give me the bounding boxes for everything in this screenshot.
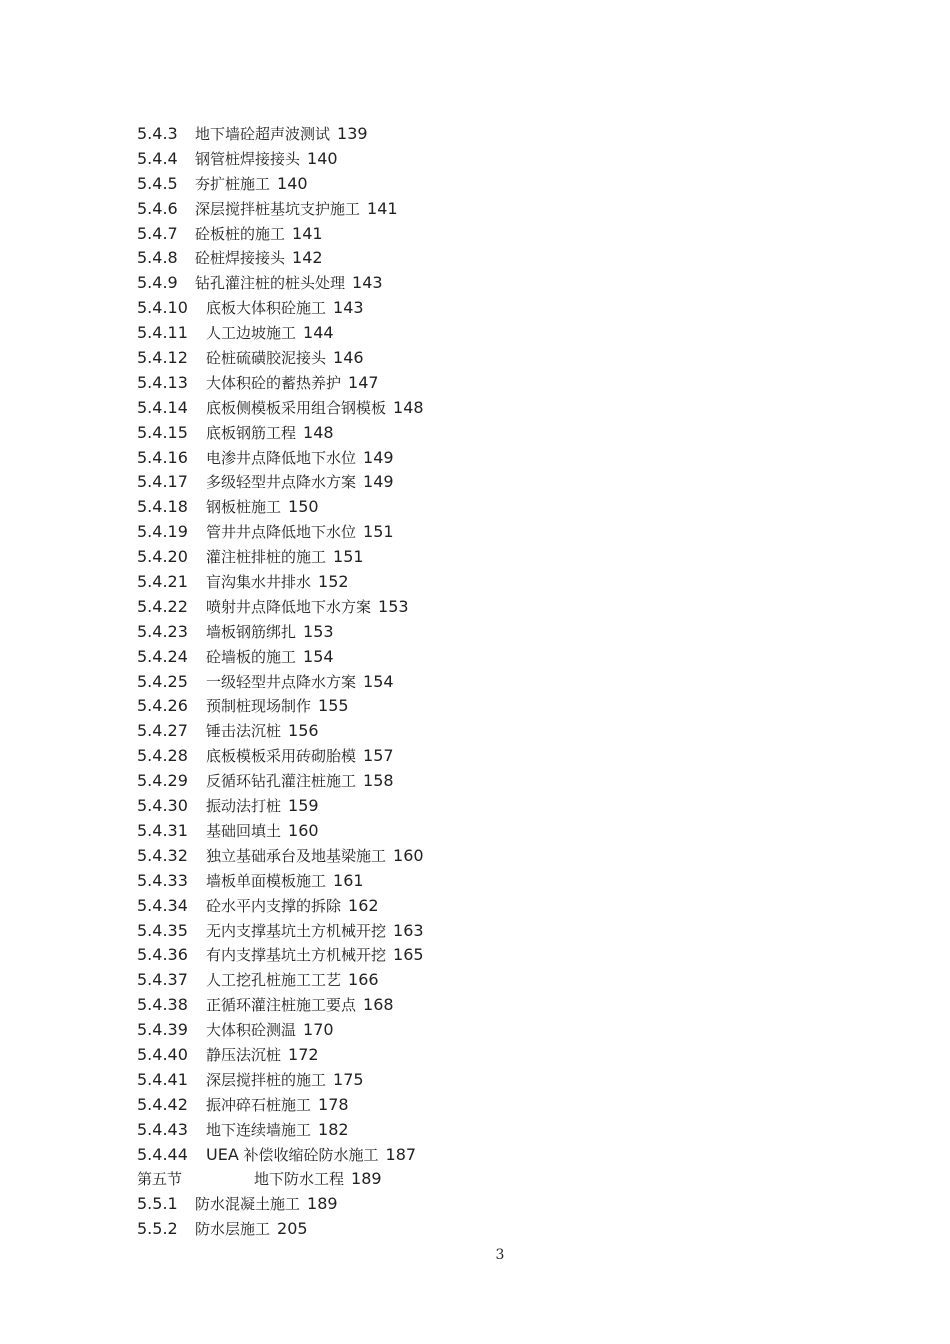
toc-entry-5-4-35[interactable] [137,919,857,944]
entry-page: 146 [333,348,364,368]
entry-title: 振动法打桩 [206,797,282,816]
entry-page: 149 [363,472,394,492]
toc-entry-5-4-9[interactable] [137,271,857,296]
entry-number: 5.4.12 [137,348,188,368]
entry-page: 140 [307,148,338,168]
toc-entry-5-4-29[interactable] [137,769,857,794]
entry-title: 钢管桩焊接接头 [195,149,301,168]
entry-number: 5.4.22 [137,596,188,616]
entry-page: 168 [363,995,394,1015]
entry-page: 139 [337,124,368,143]
toc-entry-5-4-23[interactable] [137,620,857,645]
entry-title: 底板钢筋工程 [206,423,297,442]
entry-number: 5.4.35 [137,920,188,940]
entry-number: 5.4.36 [137,945,188,965]
entry-title: 振冲碎石桩施工 [206,1095,312,1114]
entry-number: 5.4.38 [137,995,188,1015]
entry-page: 143 [333,298,364,318]
entry-number: 5.4.16 [137,447,188,467]
entry-title: 砼桩焊接接头 [195,249,286,268]
toc-entry-5-4-44[interactable] [137,1143,857,1168]
entry-number: 5.4.44 [137,1144,188,1164]
toc-entry-5-5-2[interactable] [137,1217,857,1242]
entry-title: 基础回填土 [206,821,282,840]
entry-title: 人工挖孔桩施工工艺 [206,971,342,990]
entry-page: 172 [288,1044,319,1064]
entry-page: 148 [303,422,334,442]
entry-title: 盲沟集水井排水 [206,573,312,592]
entry-page: 140 [277,173,308,193]
entry-title: 底板侧模板采用组合钢模板 [206,398,387,417]
entry-page: 161 [333,870,364,890]
toc-entry-5-4-30[interactable] [137,794,857,819]
toc-entry-5-4-11[interactable] [137,321,857,346]
entry-page: 155 [318,696,349,716]
entry-page: 144 [303,323,334,343]
toc-entry-5-4-5[interactable] [137,172,857,197]
toc-entry-5-4-33[interactable] [137,869,857,894]
entry-number: 5.4.43 [137,1119,188,1139]
entry-number: 5.4.15 [137,422,188,442]
entry-page: 166 [348,970,379,990]
toc-entry-5-4-41[interactable] [137,1068,857,1093]
entry-title: 底板大体积砼施工 [206,299,327,318]
entry-title: 预制桩现场制作 [206,697,312,716]
toc-entry-5-4-8[interactable] [137,246,857,271]
entry-number: 5.4.42 [137,1094,188,1114]
toc-entry-section-5[interactable] [137,1167,857,1192]
entry-title: 多级轻型井点降水方案 [206,473,357,492]
entry-title: 防水层施工 [195,1220,271,1239]
toc-entry-5-4-3[interactable] [137,122,857,147]
entry-title: 地下防水工程 [254,1170,345,1189]
entry-page: 160 [393,845,424,865]
toc-entry-5-4-14[interactable] [137,396,857,421]
toc-entry-5-4-24[interactable] [137,645,857,670]
entry-page: 148 [393,397,424,417]
toc-entry-5-4-25[interactable] [137,670,857,695]
entry-number: 5.4.11 [137,323,188,343]
toc-entry-5-4-28[interactable] [137,744,857,769]
entry-number: 5.4.20 [137,547,188,567]
entry-page: 142 [292,248,323,268]
entry-number: 5.4.8 [137,248,178,268]
toc-entry-5-4-26[interactable] [137,694,857,719]
entry-page: 153 [303,621,334,641]
entry-number: 5.4.7 [137,223,178,243]
entry-title: 夯扩桩施工 [195,174,271,193]
entry-page: 178 [318,1094,349,1114]
section-label: 第五节 [137,1170,183,1189]
entry-number: 5.4.10 [137,298,188,318]
toc-entry-5-4-32[interactable] [137,844,857,869]
entry-title: 防水混凝土施工 [195,1195,301,1214]
entry-page: 150 [288,497,319,517]
entry-page: 182 [318,1119,349,1139]
entry-title: 灌注桩排桩的施工 [206,548,327,567]
entry-title: 无内支撑基坑土方机械开挖 [206,921,387,940]
toc-entry-5-4-15[interactable] [137,421,857,446]
entry-number: 5.4.29 [137,771,188,791]
entry-number: 5.4.17 [137,472,188,492]
entry-title: 墙板单面模板施工 [206,871,327,890]
entry-page: 153 [378,596,409,616]
toc-entry-5-4-6[interactable] [137,197,857,222]
entry-number: 5.4.39 [137,1020,188,1040]
entry-page: 165 [393,945,424,965]
toc-entry-5-4-39[interactable] [137,1018,857,1043]
entry-title: 深层搅拌桩基坑支护施工 [195,199,361,218]
entry-page: 152 [318,572,349,592]
entry-title: 锤击法沉桩 [206,722,282,741]
entry-number: 5.4.34 [137,895,188,915]
toc-entry-5-4-37[interactable] [137,968,857,993]
entry-title: 底板模板采用砖砌胎模 [206,747,357,766]
entry-title: 人工边坡施工 [206,324,297,343]
toc-entry-5-4-22[interactable] [137,595,857,620]
toc-entry-5-4-12[interactable] [137,346,857,371]
entry-page: 157 [363,746,394,766]
entry-title: 一级轻型井点降水方案 [206,672,357,691]
entry-title: 深层搅拌桩的施工 [206,1070,327,1089]
toc-entry-5-4-17[interactable] [137,470,857,495]
toc-entry-5-5-1[interactable] [137,1192,857,1217]
toc-entry-5-4-16[interactable] [137,446,857,471]
toc-entry-5-4-7[interactable] [137,222,857,247]
entry-number: 5.4.14 [137,397,188,417]
entry-title: 正循环灌注桩施工要点 [206,996,357,1015]
entry-page: 154 [363,671,394,691]
entry-page: 141 [292,223,323,243]
entry-page: 160 [288,820,319,840]
entry-title: 大体积砼的蓄热养护 [206,373,342,392]
entry-number: 5.4.4 [137,148,178,168]
entry-number: 5.4.40 [137,1044,188,1064]
entry-title: 墙板钢筋绑扎 [206,622,297,641]
entry-title: 补偿收缩砼防水施工 [238,1145,379,1164]
entry-number: 5.4.37 [137,970,188,990]
entry-page: 159 [288,796,319,816]
entry-page: 154 [303,646,334,666]
entry-number: 5.4.18 [137,497,188,517]
entry-number: 5.4.30 [137,796,188,816]
entry-number: 5.4.23 [137,621,188,641]
entry-title: 钻孔灌注桩的桩头处理 [195,274,346,293]
toc-entry-5-4-19[interactable] [137,520,857,545]
entry-number: 5.4.21 [137,572,188,592]
toc-entry-5-4-27[interactable] [137,719,857,744]
entry-number: 5.5.1 [137,1194,178,1214]
entry-page: 141 [367,198,398,218]
entry-number: 5.4.13 [137,372,188,392]
toc-entry-5-4-18[interactable] [137,495,857,520]
entry-number: 5.4.5 [137,173,178,193]
toc-entry-5-4-38[interactable] [137,993,857,1018]
toc-entry-5-4-40[interactable] [137,1043,857,1068]
entry-title: 地下连续墙施工 [206,1120,312,1139]
entry-page: 189 [351,1169,382,1189]
toc-entry-5-4-20[interactable] [137,545,857,570]
entry-title: 钢板桩施工 [206,498,282,517]
entry-number: 5.4.9 [137,273,178,293]
entry-number: 5.4.24 [137,646,188,666]
entry-page: 163 [393,920,424,940]
toc-entry-5-4-34[interactable] [137,894,857,919]
entry-page: 170 [303,1020,334,1040]
entry-page: 143 [352,273,383,293]
entry-page: 156 [288,721,319,741]
entry-number: 5.4.31 [137,820,188,840]
toc-entry-5-4-43[interactable] [137,1118,857,1143]
entry-title: 喷射井点降低地下水方案 [206,597,372,616]
entry-title: 独立基础承台及地基梁施工 [206,846,387,865]
entry-page: 151 [363,522,394,542]
toc-entry-5-4-36[interactable] [137,943,857,968]
entry-page: 151 [333,547,364,567]
toc-entry-5-4-10[interactable] [137,296,857,321]
entry-title: 砼桩硫磺胶泥接头 [206,349,327,368]
entry-title: 大体积砼测温 [206,1021,297,1040]
page-number: 3 [495,1247,505,1263]
entry-title: 地下墙砼超声波测试 [195,125,331,143]
entry-number: 5.4.25 [137,671,188,691]
entry-number: 5.4.19 [137,522,188,542]
entry-number: 5.4.32 [137,845,188,865]
entry-page: 175 [333,1069,364,1089]
entry-page: 187 [385,1144,417,1164]
entry-title: 砼墙板的施工 [206,647,297,666]
entry-title: 砼板桩的施工 [195,224,286,243]
entry-number: 5.4.33 [137,870,188,890]
entry-page: 158 [363,771,394,791]
toc-entry-5-4-13[interactable] [137,371,857,396]
entry-title: 砼水平内支撑的拆除 [206,896,342,915]
toc-entry-5-4-42[interactable] [137,1093,857,1118]
toc-entry-5-4-21[interactable] [137,570,857,595]
entry-title: 电渗井点降低地下水位 [206,448,357,467]
entry-title: 管井井点降低地下水位 [206,523,357,542]
entry-number: 5.4.41 [137,1069,188,1089]
toc-entry-5-4-31[interactable] [137,819,857,844]
entry-title-lead: UEA [206,1144,239,1164]
toc-entry-5-4-4[interactable] [137,147,857,172]
entry-number: 5.4.28 [137,746,188,766]
entry-page: 189 [307,1194,338,1214]
entry-title: 有内支撑基坑土方机械开挖 [206,946,387,965]
entry-page: 149 [363,447,394,467]
entry-number: 5.4.27 [137,721,188,741]
entry-title: 静压法沉桩 [206,1045,282,1064]
entry-number: 5.4.3 [137,124,178,143]
entry-number: 5.4.6 [137,198,178,218]
entry-title: 反循环钻孔灌注桩施工 [206,772,357,791]
table-of-contents [137,122,857,1242]
entry-page: 205 [277,1219,308,1239]
entry-page: 162 [348,895,379,915]
entry-number: 5.4.26 [137,696,188,716]
entry-number: 5.5.2 [137,1219,178,1239]
entry-page: 147 [348,372,379,392]
